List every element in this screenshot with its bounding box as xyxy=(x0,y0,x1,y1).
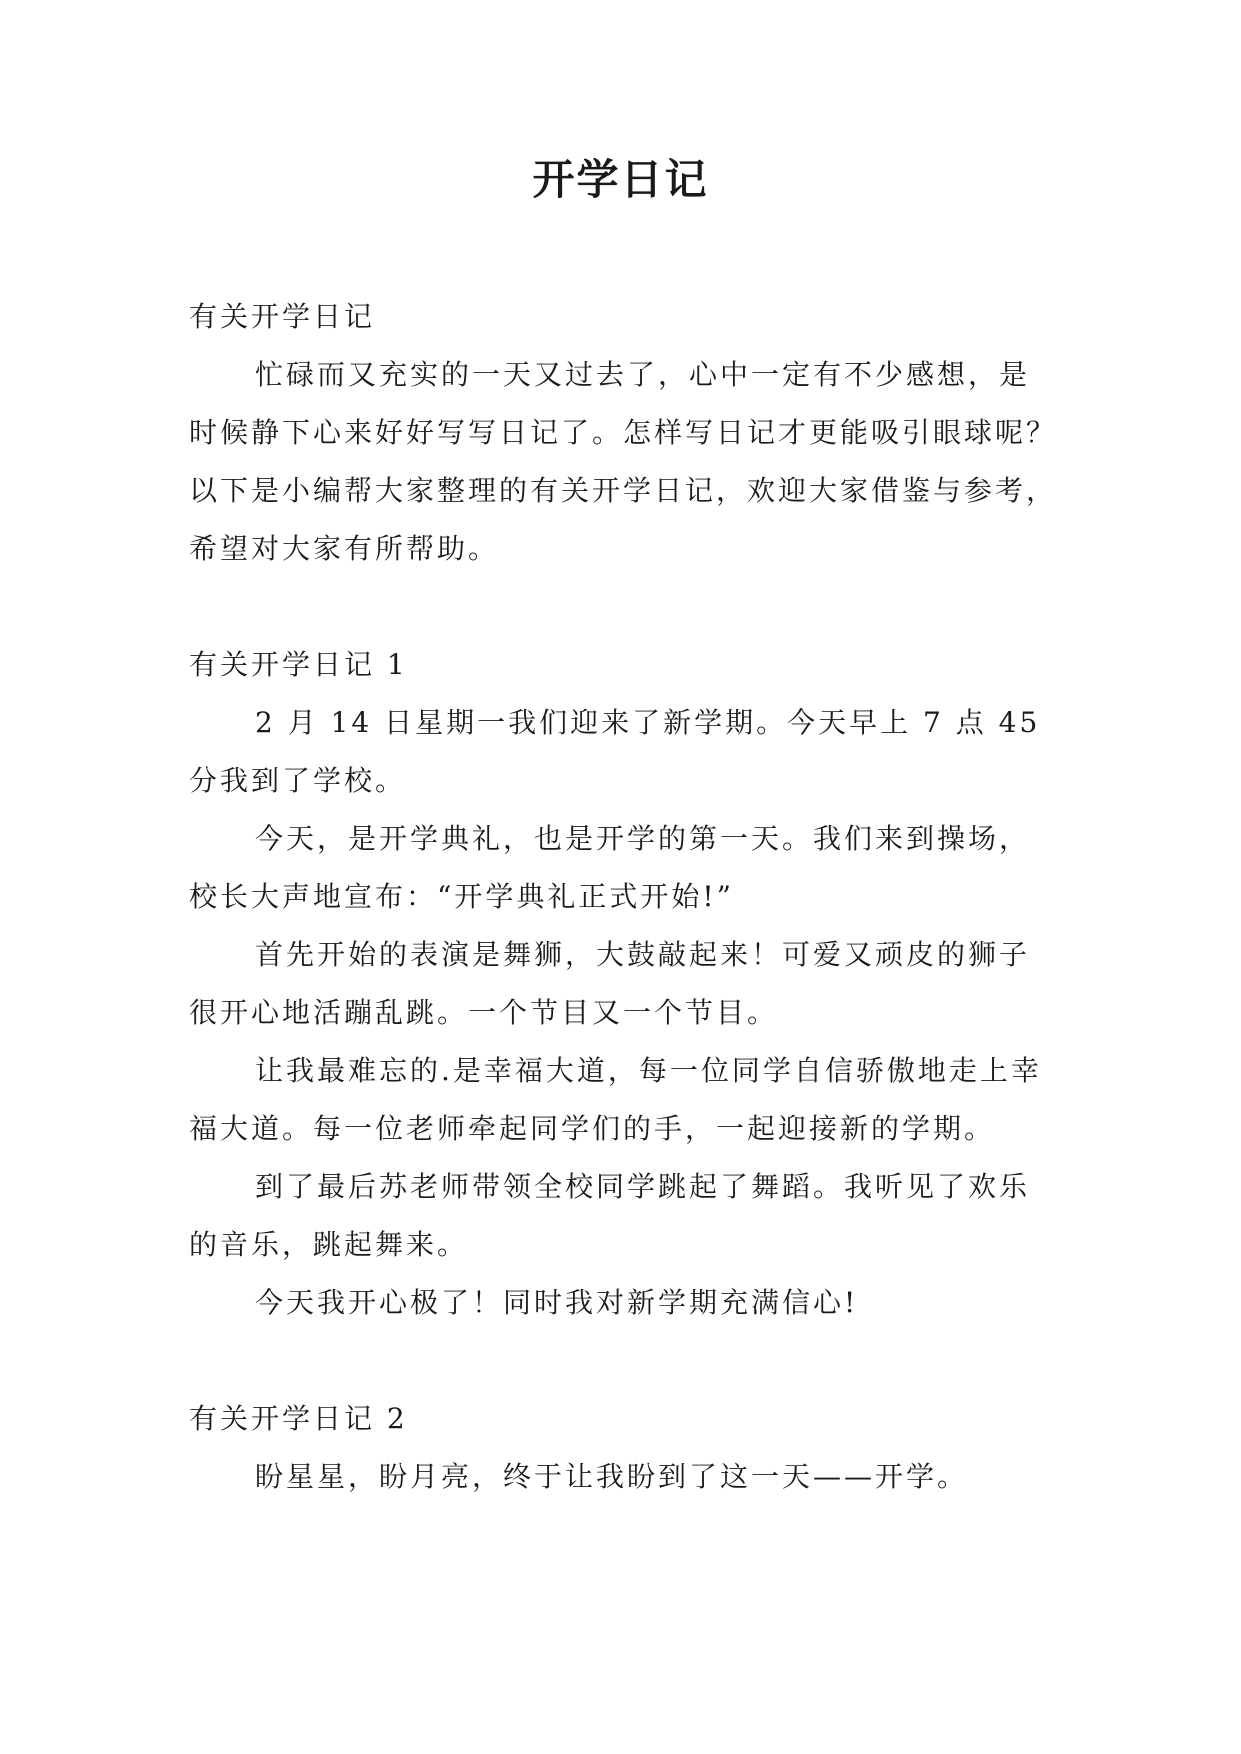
diary1-paragraph: 首先开始的表演是舞狮，大鼓敲起来！可爱又顽皮的狮子很开心地活蹦乱跳。一个节目又一个节目。 xyxy=(189,938,1031,1029)
diary2-paragraph: 盼星星，盼月亮，终于让我盼到了这一天——开学。 xyxy=(255,1460,969,1493)
diary1-paragraph: 到了最后苏老师带领全校同学跳起了舞蹈。我听见了欢乐的音乐，跳起舞来。 xyxy=(189,1170,1031,1261)
document-title: 开学日记 xyxy=(532,155,709,204)
section-spacer xyxy=(189,1332,1057,1390)
intro-paragraph: 忙碌而又充实的一天又过去了，心中一定有不少感想，是时候静下心来好好写写日记了。怎样写日记才更能吸引眼球呢？以下是小编帮大家整理的有关开学日记，欢迎大家借鉴与参考，希望对大家有所帮助。 xyxy=(189,358,1058,565)
diary1-paragraph: 今天我开心极了！同时我对新学期充满信心! xyxy=(255,1286,859,1319)
diary1-paragraph: 让我最难忘的.是幸福大道，每一位同学自信骄傲地走上幸福大道。每一位老师牵起同学们的手，一起迎接新的学期。 xyxy=(189,1054,1042,1145)
section-spacer xyxy=(189,578,1057,636)
diary1-heading: 有关开学日记 1 xyxy=(189,648,408,681)
diary2-heading: 有关开学日记 2 xyxy=(189,1402,408,1435)
document-body xyxy=(189,288,1057,1506)
intro-heading: 有关开学日记 xyxy=(189,300,376,333)
diary1-paragraph: 2 月 14 日星期一我们迎来了新学期。今天早上 7 点 45 分我到了学校。 xyxy=(189,706,1041,797)
diary1-paragraph: 今天，是开学典礼，也是开学的第一天。我们来到操场，校长大声地宣布：“开学典礼正式开始!” xyxy=(189,822,1031,913)
